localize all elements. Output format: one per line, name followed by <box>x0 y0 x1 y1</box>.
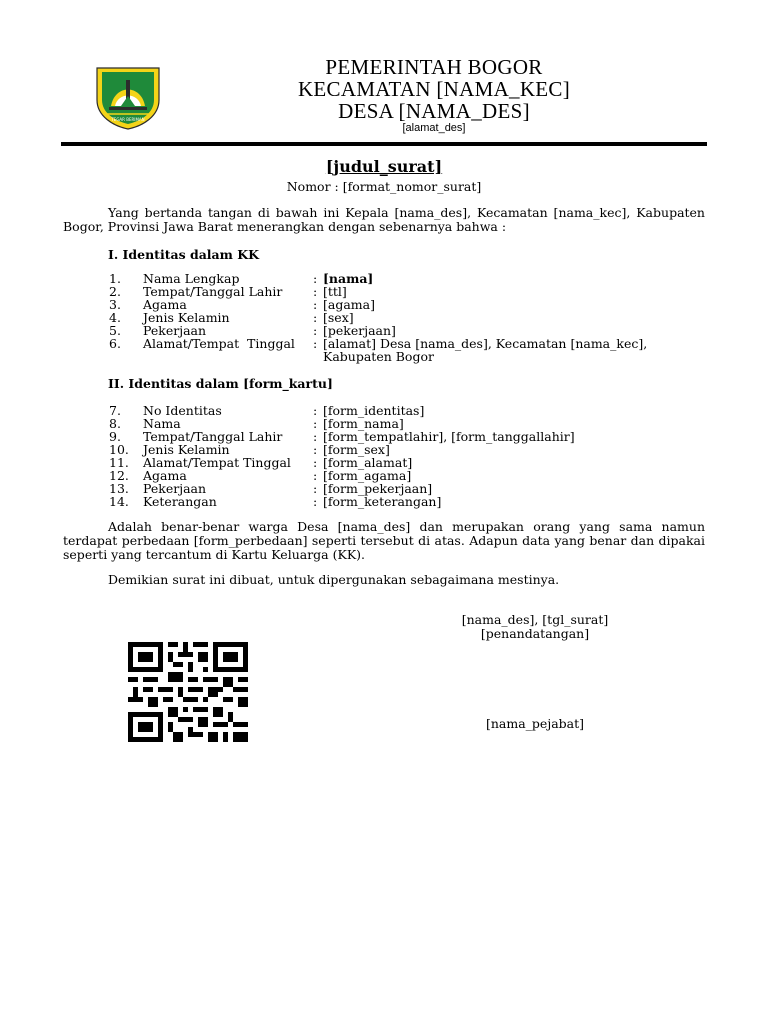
item-separator: : <box>313 403 318 418</box>
item-separator: : <box>313 429 318 444</box>
section2-heading: II. Identitas dalam [form_kartu] <box>108 376 333 391</box>
item-label: Tempat/Tanggal Lahir <box>143 429 283 444</box>
item-label: Tempat/Tanggal Lahir <box>143 284 283 299</box>
official-name: [nama_pejabat] <box>485 716 585 731</box>
item-value: [agama] <box>323 297 375 312</box>
item-value: [alamat] Desa [nama_des], Kecamatan [nama_kec], <box>323 336 648 351</box>
section1-heading: I. Identitas dalam KK <box>108 247 259 262</box>
intro-paragraph <box>63 206 705 234</box>
item-label: Nama Lengkap <box>143 271 240 286</box>
item-number: 8. <box>109 416 121 431</box>
item-label: Nama <box>143 416 181 431</box>
item-value: [form_nama] <box>323 416 404 431</box>
item-label: Pekerjaan <box>143 481 207 496</box>
item-number: 11. <box>109 455 129 470</box>
item-label: Alamat/Tempat Tinggal <box>143 455 291 470</box>
item-value: [ttl] <box>323 284 347 299</box>
item-value: [sex] <box>323 310 354 325</box>
item-value: [form_keterangan] <box>323 494 442 509</box>
final-text: Demikian surat ini dibuat, untuk dipergunakan sebagaimana mestinya. <box>108 572 560 587</box>
item-separator: : <box>313 310 318 325</box>
item-value: [pekerjaan] <box>323 323 396 338</box>
letterhead <box>200 56 668 135</box>
item-number: 12. <box>109 468 129 483</box>
item-number: 14. <box>109 494 129 509</box>
item-value: [form_tempatlahir], [form_tanggallahir] <box>323 429 575 444</box>
closing-paragraph <box>63 520 705 562</box>
item-value: [form_alamat] <box>323 455 413 470</box>
item-separator: : <box>313 336 318 351</box>
item-number: 6. <box>109 336 121 351</box>
closing-text: Adalah benar-benar warga Desa [nama_des] dan merupakan orang yang sama namun terdapat perbedaan [form_perbedaan] seperti tersebut di atas. Adapun data yang benar dan dipakai seperti yang tercantum di Kartu Keluarga (KK). <box>63 519 705 562</box>
item-value: [form_identitas] <box>323 403 425 418</box>
item-number: 10. <box>109 442 129 457</box>
item-value: [nama] <box>323 271 374 286</box>
item-label: Alamat/Tempat Tinggal <box>143 336 295 351</box>
item-separator: : <box>313 284 318 299</box>
intro-text: Yang bertanda tangan di bawah ini Kepala [nama_des], Kecamatan [nama_kec], Kabupaten Bogor, Provinsi Jawa Barat menerangkan dengan sebenarnya bahwa : <box>63 205 705 234</box>
item-value: [form_pekerjaan] <box>323 481 433 496</box>
item-separator: : <box>313 481 318 496</box>
item-separator: : <box>313 271 318 286</box>
item-number: 7. <box>109 403 121 418</box>
item-separator: : <box>313 455 318 470</box>
item-number: 13. <box>109 481 129 496</box>
item-number: 2. <box>109 284 121 299</box>
signature-title: [penandatangan] <box>480 626 590 641</box>
letter-number: Nomor : [format_nomor_surat] <box>286 179 482 194</box>
item-number: 5. <box>109 323 121 338</box>
item-separator: : <box>313 468 318 483</box>
item-label: Agama <box>143 468 187 483</box>
qr-code-icon <box>128 642 248 742</box>
item-label: Keterangan <box>143 494 217 509</box>
letterhead-government: PEMERINTAH BOGOR <box>325 55 543 79</box>
item-value-continued: Kabupaten Bogor <box>323 349 434 364</box>
item-number: 4. <box>109 310 121 325</box>
item-label: Jenis Kelamin <box>143 310 230 325</box>
letter-title: [judul_surat] <box>325 157 443 176</box>
logo-motto: TEGAR BERIMAN <box>111 117 145 122</box>
letterhead-village: DESA [NAMA_DES] <box>338 99 530 123</box>
item-value: [form_agama] <box>323 468 412 483</box>
item-number: 9. <box>109 429 121 444</box>
bogor-emblem-icon <box>95 66 161 130</box>
item-value: [form_sex] <box>323 442 390 457</box>
letterhead-divider <box>61 142 707 146</box>
letterhead-district: KECAMATAN [NAMA_KEC] <box>297 77 571 101</box>
item-label: Agama <box>143 297 187 312</box>
item-separator: : <box>313 323 318 338</box>
item-separator: : <box>313 494 318 509</box>
item-separator: : <box>313 297 318 312</box>
item-number: 3. <box>109 297 121 312</box>
item-label: Jenis Kelamin <box>143 442 230 457</box>
signature-block <box>440 613 630 641</box>
item-separator: : <box>313 416 318 431</box>
item-label: Pekerjaan <box>143 323 207 338</box>
item-separator: : <box>313 442 318 457</box>
item-number: 1. <box>109 271 121 286</box>
item-label: No Identitas <box>143 403 222 418</box>
letterhead-address: [alamat_des] <box>402 122 466 134</box>
final-paragraph <box>63 573 705 587</box>
signature-place-date: [nama_des], [tgl_surat] <box>461 612 609 627</box>
